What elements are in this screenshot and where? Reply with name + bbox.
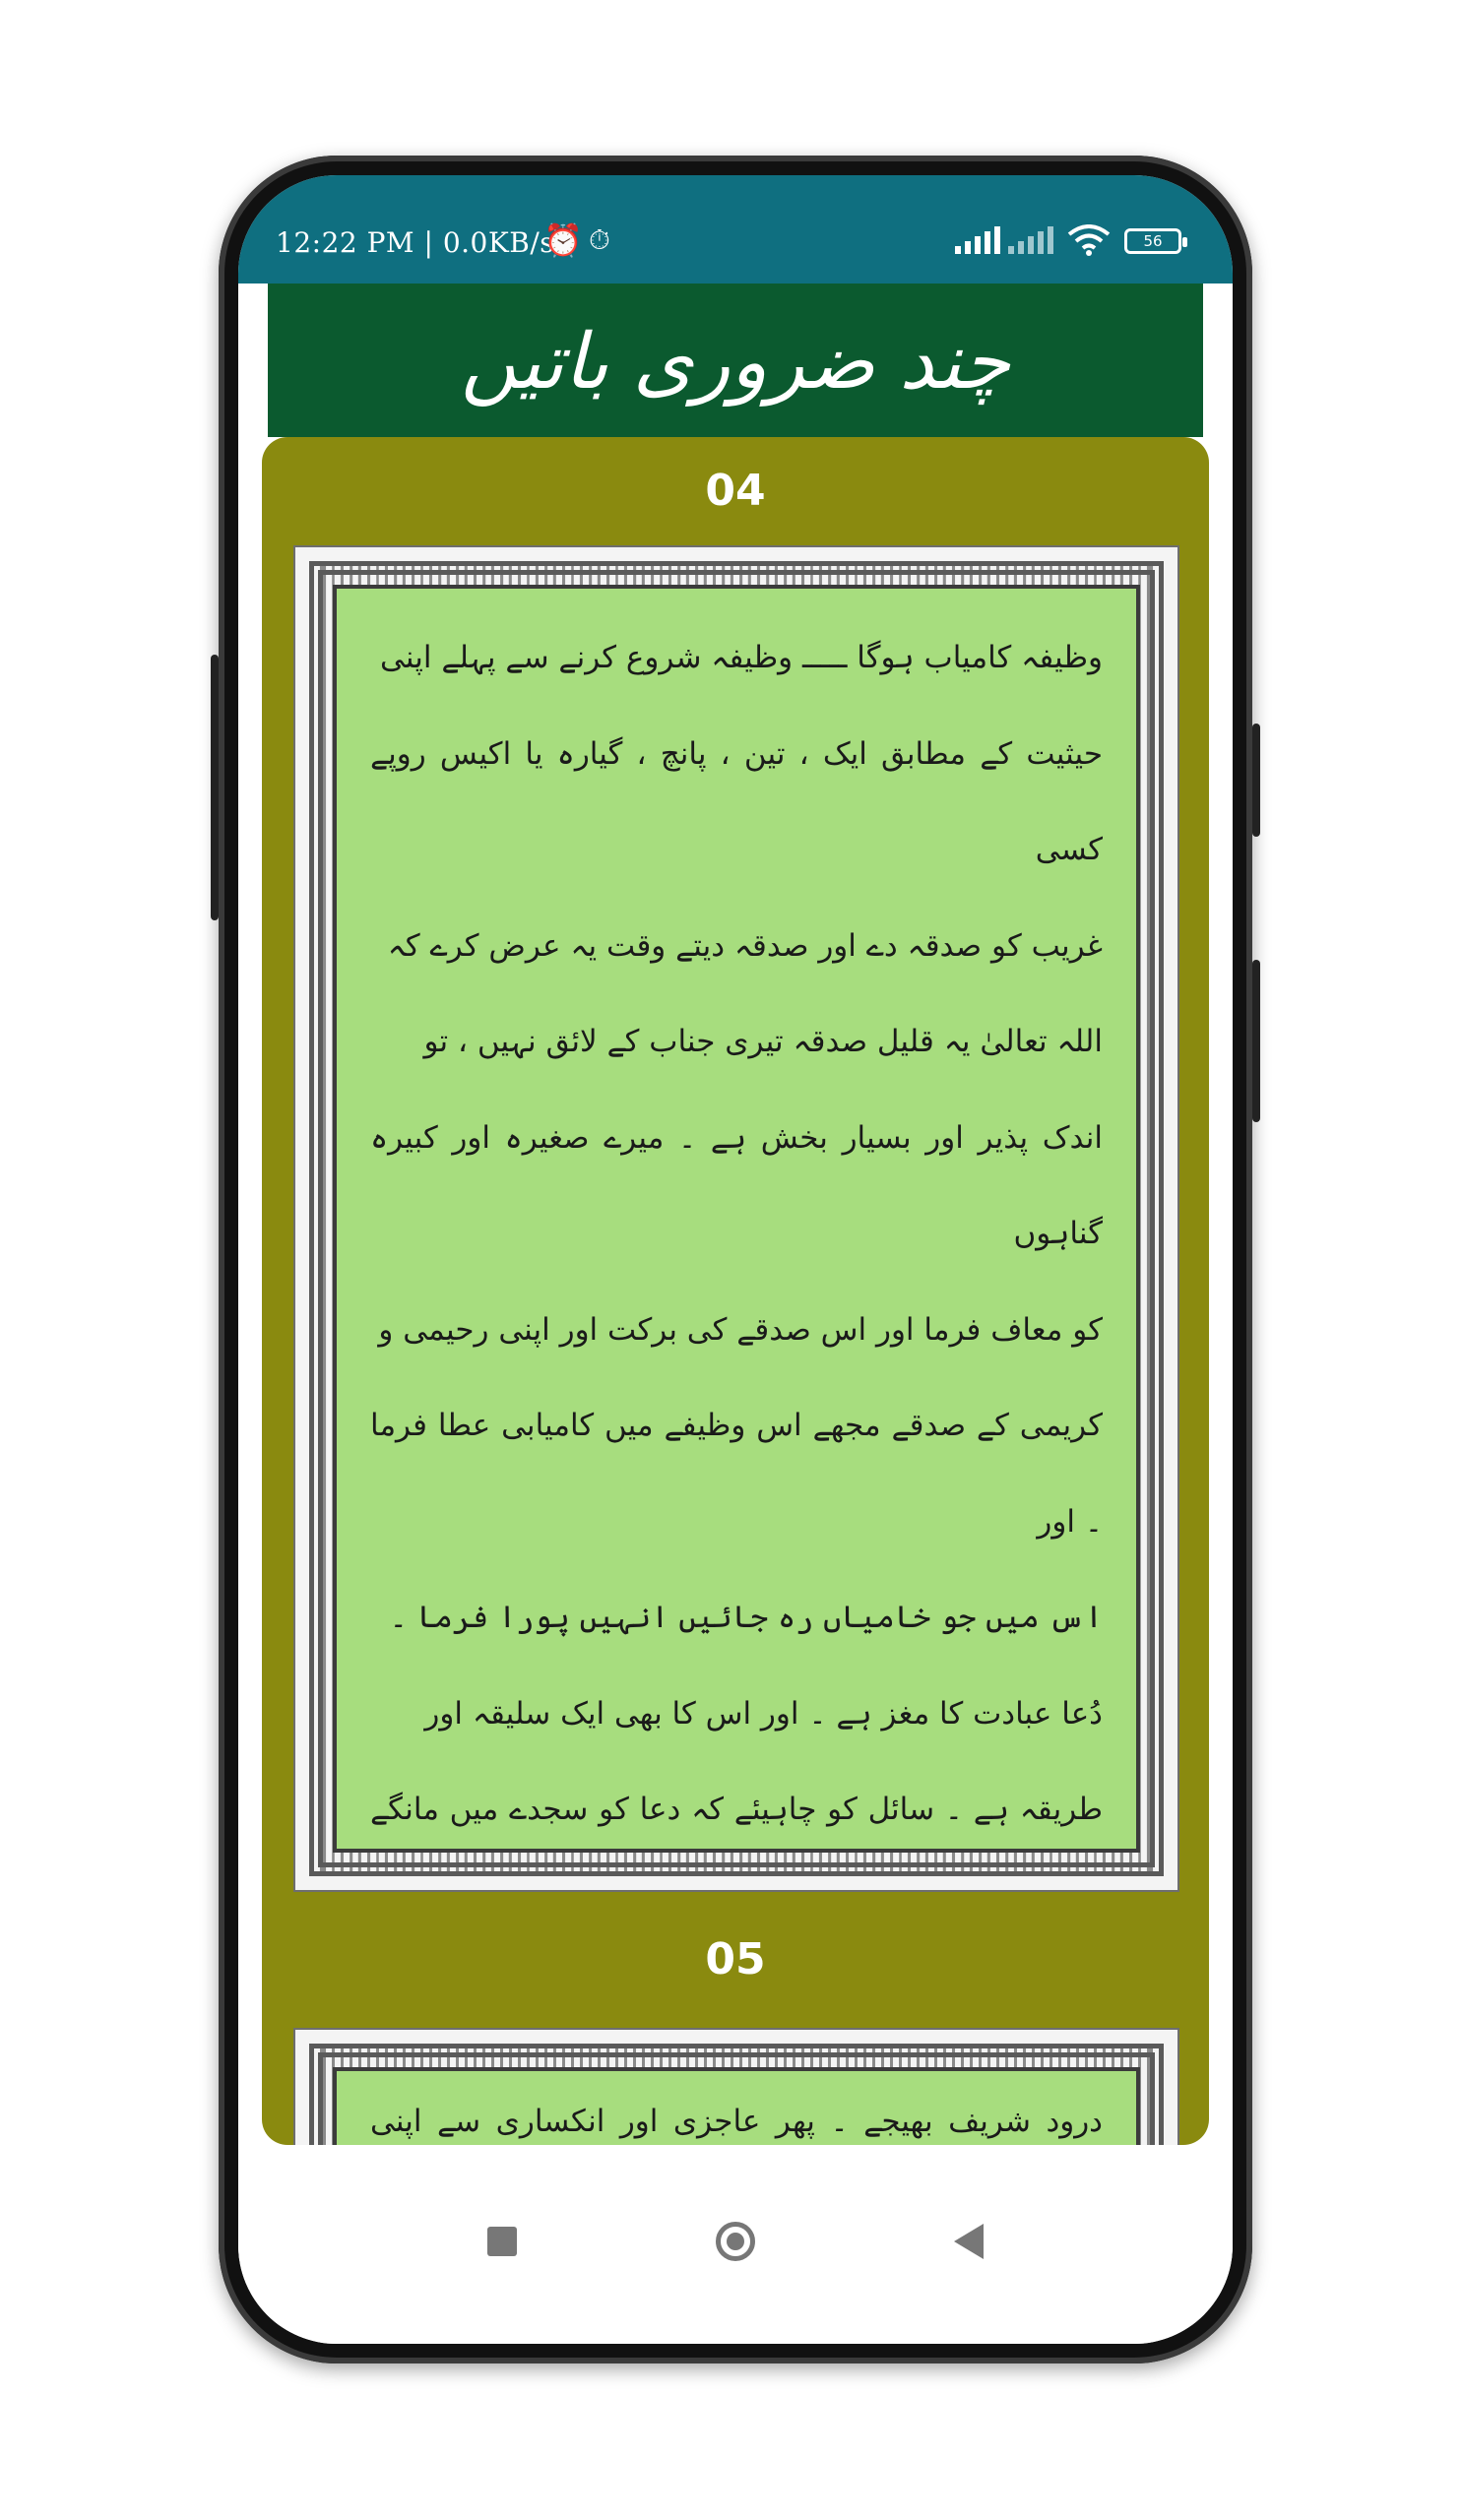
home-button[interactable]	[706, 2212, 765, 2271]
status-time: 12:22 PM | 0.0KB/s	[276, 226, 555, 259]
page-text-block	[333, 585, 1140, 1853]
page-line: اللہ تعالیٰ یہ قلیل صدقہ تیری جناب کے لائق نہیں ، تو	[423, 1024, 1103, 1059]
page-line: وظیفہ کامیاب ہوگا ـــــ وظیفہ شروع کرنے سے پہلے اپنی	[380, 640, 1103, 675]
battery-icon	[1124, 228, 1181, 254]
page-number-badge: 05	[705, 1934, 766, 1984]
page-line: درود شریف بھیجے ۔ پھر عاجزی اور انکساری سے اپنی	[370, 2104, 1103, 2139]
back-button[interactable]	[939, 2212, 998, 2271]
home-circle-icon	[716, 2222, 755, 2261]
page-line: کریمی کے صدقے مجھے اس وظیفے میں کامیابی عطا فرما ۔ اور	[370, 1408, 1103, 1540]
square-recents-icon	[487, 2227, 517, 2256]
page-line: حیثیت کے مطابق ایک ، تین ، پانچ ، گیارہ یا اکیس روپے کسی	[370, 735, 1103, 867]
status-bar	[238, 175, 1233, 284]
navigation-bar	[238, 2145, 1233, 2344]
recents-button[interactable]	[473, 2212, 532, 2271]
page-number-badge: 04	[705, 466, 766, 516]
content-scroll-area[interactable]	[262, 437, 1209, 2145]
alarm-icon: ⏱	[589, 223, 610, 256]
page-text-block	[333, 2067, 1140, 2145]
phone-screen	[238, 175, 1233, 2344]
page-line: دُعا عبادت کا مغز ہے ۔ اور اس کا بھی ایک سلیقہ اور	[424, 1695, 1103, 1732]
signal-no-sim-icon	[1008, 224, 1053, 254]
page-ornamental-border	[309, 561, 1164, 1876]
page-ornamental-border	[309, 2044, 1164, 2145]
signal-icon	[955, 224, 1000, 254]
page-title: چند ضروری باتیں	[460, 318, 1011, 407]
book-page-image	[293, 545, 1179, 1892]
alarm-clock-icon: ⏰	[543, 221, 583, 259]
volume-button	[211, 655, 219, 920]
wifi-icon	[1067, 224, 1111, 263]
page-line: غریب کو صدقہ دے اور صدقہ دیتے وقت یہ عرض کرے کہ	[387, 927, 1103, 964]
book-page-image	[293, 2028, 1179, 2145]
back-triangle-icon	[954, 2224, 984, 2259]
power-button	[1252, 724, 1260, 837]
page-line: طریقہ ہے ۔ سائل کو چاہیئے کہ دعا کو سجدے میں مانگے	[370, 1792, 1103, 1827]
side-button	[1252, 960, 1260, 1122]
battery-level: 56	[1143, 232, 1163, 250]
page-line: اندک پذیر اور بسیار بخش ہے ۔ میرے صغیرہ اور کبیرہ گناہوں	[370, 1119, 1103, 1251]
page-line: اس میں جو خامیاں رہ جائیں انہیں پورا فرما ۔	[389, 1600, 1103, 1635]
app-header	[268, 284, 1203, 441]
page-line: کو معاف فرما اور اس صدقے کی برکت اور اپنی رحیمی و	[378, 1311, 1103, 1348]
